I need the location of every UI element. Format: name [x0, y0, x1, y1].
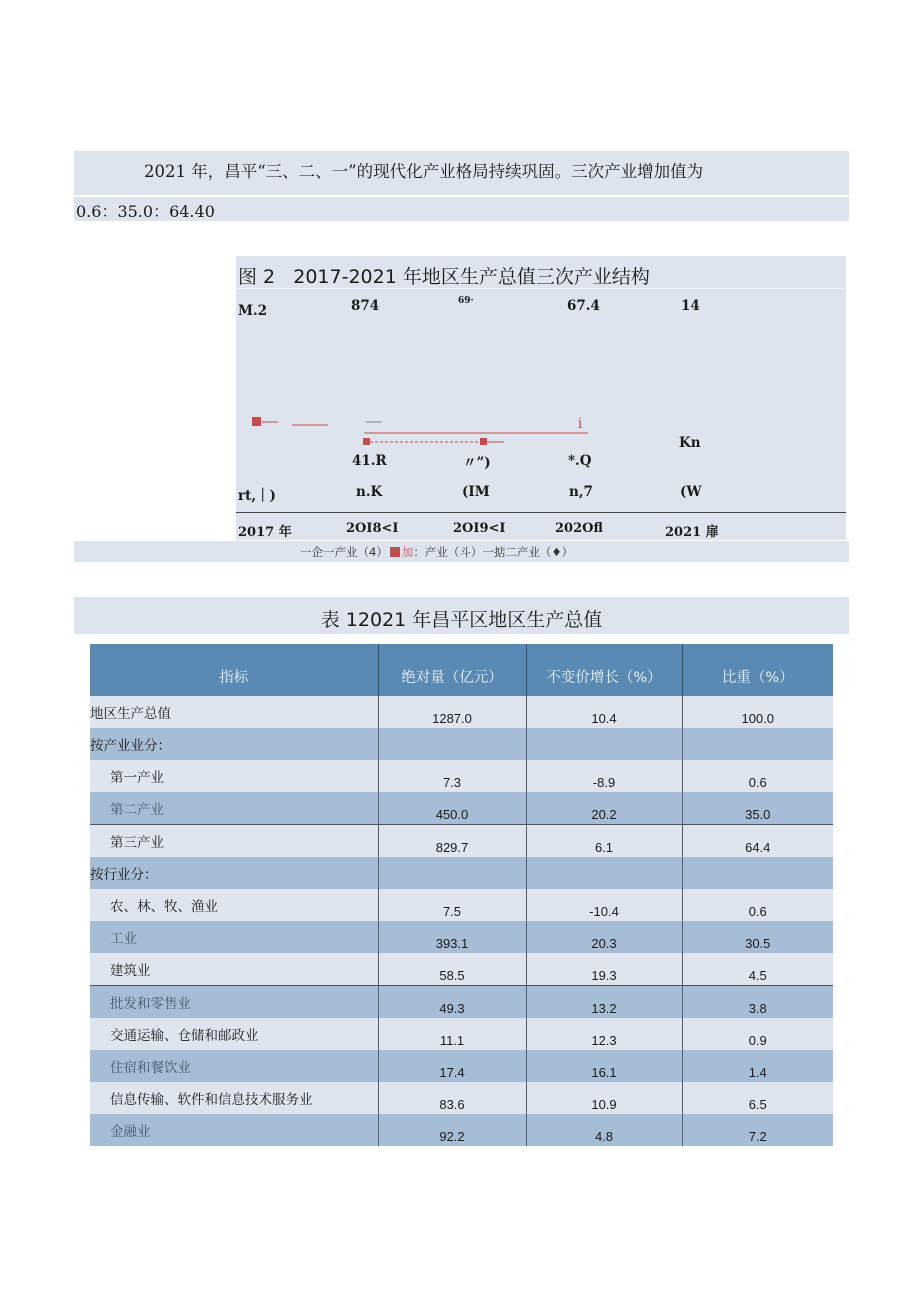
lower-label-2: 〃”)	[463, 455, 491, 471]
mid-label-1: i	[578, 416, 583, 432]
row-growth: 10.4	[526, 696, 682, 728]
table-row	[90, 986, 833, 1019]
row-growth: -8.9	[526, 760, 682, 792]
table-row	[90, 760, 833, 792]
row-growth: 12.3	[526, 1018, 682, 1050]
row-share: 30.5	[682, 921, 833, 953]
row-share: 1.4	[682, 1050, 833, 1082]
row-name: 金融业	[90, 1114, 378, 1146]
row-absolute: 92.2	[378, 1114, 526, 1146]
lower-label-3: *.Q	[568, 453, 592, 469]
x-tick-2019: 2OI9<I	[453, 521, 506, 536]
row-name: 交通运输、仓储和邮政业	[90, 1018, 378, 1050]
top-label-3: 69·	[458, 296, 474, 306]
row-share: 100.0	[682, 696, 833, 728]
row-absolute: 49.3	[378, 986, 526, 1019]
mid-label-2: Kn	[679, 435, 701, 451]
table-header-row	[90, 644, 833, 696]
bottom-label-5: (W	[680, 484, 702, 500]
table-row	[90, 1018, 833, 1050]
row-share: 4.5	[682, 953, 833, 986]
table-row	[90, 921, 833, 953]
row-growth: 16.1	[526, 1050, 682, 1082]
paragraph-line2: 0.6：35.0：64.40	[76, 202, 215, 221]
row-growth: 20.3	[526, 921, 682, 953]
row-name: 按产业业分：	[90, 728, 378, 760]
row-growth: -10.4	[526, 889, 682, 921]
figure-legend-band	[74, 541, 849, 562]
bottom-label-3: (IM	[462, 484, 490, 500]
figure-title: 图 2 2017-2021 年地区生产总值三次产业结构	[238, 266, 650, 288]
row-name: 住宿和餐饮业	[90, 1050, 378, 1082]
header-growth: 不变价增长（%）	[526, 644, 682, 696]
figure-legend	[300, 544, 573, 560]
row-share: 6.5	[682, 1082, 833, 1114]
table-row	[90, 1114, 833, 1146]
legend-red-square	[390, 547, 400, 557]
row-name: 第二产业	[90, 792, 378, 825]
x-axis-line	[236, 512, 846, 513]
legend-prefix: 一企一产业（4）	[300, 545, 388, 559]
legend-marker-left	[252, 417, 261, 426]
legend-suffix: ：产业（斗）一掂二产业（♦）	[413, 545, 574, 559]
row-name: 地区生产总值	[90, 696, 378, 728]
row-growth: 6.1	[526, 825, 682, 858]
top-label-5: 14	[681, 298, 700, 314]
gdp-table	[90, 644, 833, 1146]
secondary-point-2019	[480, 438, 487, 445]
table-row	[90, 857, 833, 889]
x-tick-2018: 2OI8<I	[346, 521, 399, 536]
paragraph-line2-band	[74, 197, 849, 221]
table-row	[90, 792, 833, 825]
industry-structure-figure	[236, 256, 846, 540]
x-tick-2021: 2021 扉	[665, 525, 719, 540]
table-row	[90, 1050, 833, 1082]
legend-red-text: 加	[401, 545, 414, 559]
table-row	[90, 696, 833, 728]
row-share: 0.6	[682, 760, 833, 792]
row-absolute: 7.3	[378, 760, 526, 792]
row-name: 信息传输、软件和信息技术服务业	[90, 1082, 378, 1114]
row-name: 按行业分：	[90, 857, 378, 889]
row-share: 35.0	[682, 792, 833, 825]
row-growth: 19.3	[526, 953, 682, 986]
top-label-4: 67.4	[567, 298, 600, 314]
row-growth: 13.2	[526, 986, 682, 1019]
row-growth: 10.9	[526, 1082, 682, 1114]
row-growth	[526, 857, 682, 889]
row-absolute: 393.1	[378, 921, 526, 953]
row-absolute: 17.4	[378, 1050, 526, 1082]
table-row	[90, 889, 833, 921]
row-absolute: 7.5	[378, 889, 526, 921]
row-share: 64.4	[682, 825, 833, 858]
row-absolute: 83.6	[378, 1082, 526, 1114]
row-name: 工业	[90, 921, 378, 953]
bottom-label-4: n,7	[569, 484, 593, 500]
row-absolute: 450.0	[378, 792, 526, 825]
row-absolute	[378, 857, 526, 889]
row-name: 第三产业	[90, 825, 378, 858]
row-absolute: 11.1	[378, 1018, 526, 1050]
table-title: 表 12021 年昌平区地区生产总值	[320, 609, 603, 631]
table-title-band	[74, 597, 849, 634]
row-name: 批发和零售业	[90, 986, 378, 1019]
paragraph-line1-band	[74, 151, 849, 195]
row-share	[682, 728, 833, 760]
table-row	[90, 825, 833, 858]
table-row	[90, 1082, 833, 1114]
top-label-2: 874	[351, 298, 380, 314]
row-name: 第一产业	[90, 760, 378, 792]
x-tick-2020: 202Ofl	[555, 521, 603, 536]
paragraph-line1: 2021 年，昌平“三、二、一”的现代化产业格局持续巩固。三次产业增加值为	[144, 162, 704, 181]
row-name: 建筑业	[90, 953, 378, 986]
header-share: 比重（%）	[682, 644, 833, 696]
row-absolute: 829.7	[378, 825, 526, 858]
figure-plot	[236, 256, 846, 540]
header-absolute: 绝对量（亿元）	[378, 644, 526, 696]
row-absolute: 58.5	[378, 953, 526, 986]
row-share	[682, 857, 833, 889]
row-share: 7.2	[682, 1114, 833, 1146]
top-label-1: M.2	[238, 303, 268, 319]
row-share: 3.8	[682, 986, 833, 1019]
bottom-label-2: n.K	[356, 484, 383, 500]
row-share: 0.6	[682, 889, 833, 921]
header-indicator: 指标	[90, 644, 378, 696]
row-share: 0.9	[682, 1018, 833, 1050]
row-growth: 4.8	[526, 1114, 682, 1146]
row-absolute	[378, 728, 526, 760]
row-name: 农、林、牧、渔业	[90, 889, 378, 921]
row-absolute: 1287.0	[378, 696, 526, 728]
secondary-point-2018	[363, 438, 370, 445]
row-growth	[526, 728, 682, 760]
lower-label-1: 41.R	[352, 453, 387, 469]
x-tick-2017: 2017 年	[238, 525, 292, 540]
table-row	[90, 728, 833, 760]
bottom-label-1: rt,｜)	[238, 488, 276, 504]
table-row	[90, 953, 833, 986]
row-growth: 20.2	[526, 792, 682, 825]
